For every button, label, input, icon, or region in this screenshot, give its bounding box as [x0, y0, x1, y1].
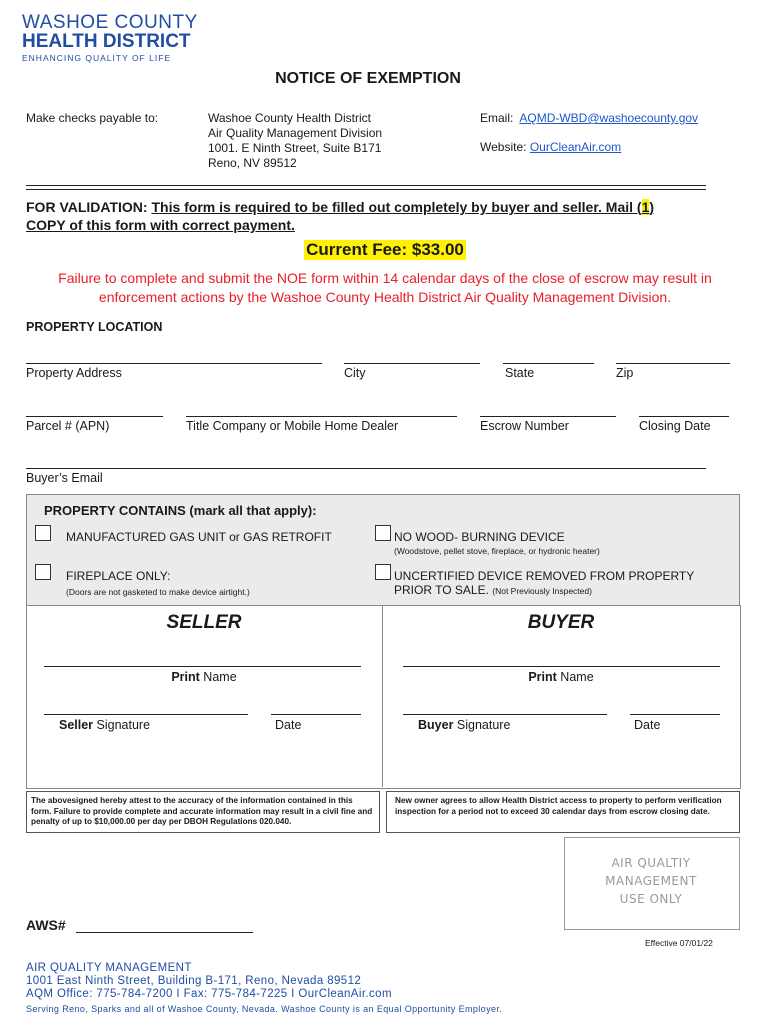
email-row — [480, 111, 698, 125]
zip-label: Zip — [616, 366, 634, 380]
title-company-field[interactable] — [186, 416, 457, 417]
buyer-agree-text: New owner agrees to allow Health District access to property to perform verification inspection for a period not to exceed 30 calendar days from escrow closing date. — [395, 796, 722, 816]
property-address-label: Property Address — [26, 366, 122, 380]
uncertified-device-label-2 — [394, 583, 592, 597]
seller-print-name-field[interactable] — [44, 666, 361, 667]
seller-sig-bold: Seller — [59, 718, 94, 732]
aws-field[interactable] — [76, 932, 253, 933]
property-address-field[interactable] — [26, 363, 322, 364]
seller-print-rest: Name — [199, 670, 237, 684]
fireplace-only-sub: (Doors are not gasketed to make device airtight.) — [66, 587, 250, 597]
email-label: Email: — [480, 111, 514, 125]
title-company-label: Title Company or Mobile Home Dealer — [186, 419, 399, 433]
buyer-print-rest: Name — [556, 670, 594, 684]
seller-sig-rest: Signature — [93, 718, 151, 732]
fireplace-only-label: FIREPLACE ONLY: — [66, 569, 171, 583]
property-location-heading: PROPERTY LOCATION — [26, 320, 163, 334]
closing-date-field[interactable] — [639, 416, 729, 417]
footer — [26, 962, 502, 1016]
buyer-print-name-label — [383, 670, 739, 684]
no-wood-burning-sub: (Woodstove, pellet stove, fireplace, or hydronic heater) — [394, 546, 600, 556]
office-use-line: AIR QUALTIY — [611, 856, 691, 870]
state-label: State — [505, 366, 535, 380]
no-wood-burning-checkbox[interactable] — [375, 525, 391, 541]
website-row — [480, 140, 621, 154]
seller-attest-text: The abovesigned hereby attest to the accuracy of the information contained in this form. Failure to provide complete and accurate information may result in a civil fine and penalty of up to $10,000.00 per day per DBOH Regulations 020.040. — [31, 796, 373, 826]
email-link[interactable]: AQMD-WBD@washoecounty.gov — [519, 111, 699, 125]
buyer-print-name-field[interactable] — [403, 666, 720, 667]
uncertified-device-sub: (Not Previously Inspected) — [492, 586, 592, 596]
escrow-number-field[interactable] — [480, 416, 616, 417]
validation-prefix: FOR VALIDATION: — [26, 199, 148, 215]
effective-date: Effective 07/01/22 — [645, 938, 713, 948]
seller-print-bold: Print — [171, 670, 200, 684]
address-line: Air Quality Management Division — [208, 126, 383, 140]
address-line: Washoe County Health District — [208, 111, 371, 125]
city-label: City — [344, 366, 366, 380]
uncertified-device-checkbox[interactable] — [375, 564, 391, 580]
escrow-number-label: Escrow Number — [480, 419, 569, 433]
current-fee: Current Fee: $33.00 — [306, 240, 464, 259]
validation-notice — [26, 198, 716, 234]
page-title: NOTICE OF EXEMPTION — [275, 70, 461, 87]
uncertified-device-line2: PRIOR TO SALE. — [394, 583, 489, 597]
office-use-line: MANAGEMENT — [605, 874, 697, 888]
manufactured-gas-checkbox[interactable] — [35, 525, 51, 541]
address-line: 1001. E Ninth Street, Suite B171 — [208, 141, 382, 155]
state-field[interactable] — [503, 363, 594, 364]
seller-date-field[interactable] — [271, 714, 361, 715]
buyer-date-field[interactable] — [630, 714, 720, 715]
buyer-signature-label — [418, 718, 510, 732]
fee-row — [0, 240, 770, 260]
office-use-text — [564, 854, 738, 908]
footer-contact: AQM Office: 775-784-7200 I Fax: 775-784-7225 I OurCleanAir.com — [26, 988, 392, 1000]
seller-signature-label — [59, 718, 150, 732]
copy-count: 1 — [641, 199, 650, 215]
seller-date-label: Date — [275, 718, 302, 732]
office-use-line: USE ONLY — [619, 892, 683, 906]
uncertified-device-label: UNCERTIFIED DEVICE REMOVED FROM PROPERTY — [394, 569, 695, 583]
footer-org: AIR QUALITY MANAGEMENT — [26, 962, 192, 974]
validation-line-2: COPY of this form with correct payment. — [26, 217, 295, 233]
closing-date-label: Closing Date — [639, 419, 711, 433]
buyer-sig-bold: Buyer — [418, 718, 454, 732]
property-contains-heading: PROPERTY CONTAINS (mark all that apply): — [44, 503, 317, 518]
buyer-signature-field[interactable] — [403, 714, 607, 715]
seller-signature-field[interactable] — [44, 714, 248, 715]
zip-field[interactable] — [616, 363, 730, 364]
website-link[interactable]: OurCleanAir.com — [529, 140, 622, 154]
city-field[interactable] — [344, 363, 480, 364]
address-line: Reno, NV 89512 — [208, 156, 297, 170]
buyer-sig-rest: Signature — [453, 718, 511, 732]
seller-title: SELLER — [166, 612, 242, 633]
seller-print-name-label — [26, 670, 382, 684]
fireplace-only-checkbox[interactable] — [35, 564, 51, 580]
buyer-email-field[interactable] — [26, 468, 706, 469]
logo-line-1: WASHOE COUNTY — [22, 12, 198, 33]
website-label: Website: — [480, 140, 527, 154]
logo-tagline: ENHANCING QUALITY OF LIFE — [22, 53, 172, 63]
aws-label: AWS# — [26, 917, 66, 933]
manufactured-gas-label: MANUFACTURED GAS UNIT or GAS RETROFIT — [66, 530, 332, 544]
header-divider — [26, 185, 706, 190]
parcel-field[interactable] — [26, 416, 163, 417]
buyer-email-label: Buyer’s Email — [26, 471, 103, 485]
footer-address: 1001 East Ninth Street, Building B-171, Reno, Nevada 89512 — [26, 975, 362, 987]
validation-text-a: This form is required to be filled out completely by buyer and seller. Mail ( — [151, 199, 642, 215]
warning-text: Failure to complete and submit the NOE form within 14 calendar days of the close of escrow may result in enforcement actions by the Washoe County Health District Air Quality Management Division. — [58, 270, 712, 305]
logo-line-2: HEALTH DISTRICT — [22, 31, 191, 52]
parcel-label: Parcel # (APN) — [26, 419, 110, 433]
mailing-address — [208, 111, 382, 171]
payable-label: Make checks payable to: — [26, 111, 159, 125]
no-wood-burning-label: NO WOOD- BURNING DEVICE — [394, 530, 565, 544]
buyer-title: BUYER — [527, 612, 595, 633]
validation-text-b: ) — [649, 199, 655, 215]
buyer-date-label: Date — [634, 718, 661, 732]
footer-serving: Serving Reno, Sparks and all of Washoe County, Nevada. Washoe County is an Equal Opportunity Employer. — [26, 1004, 503, 1014]
buyer-print-bold: Print — [528, 670, 557, 684]
